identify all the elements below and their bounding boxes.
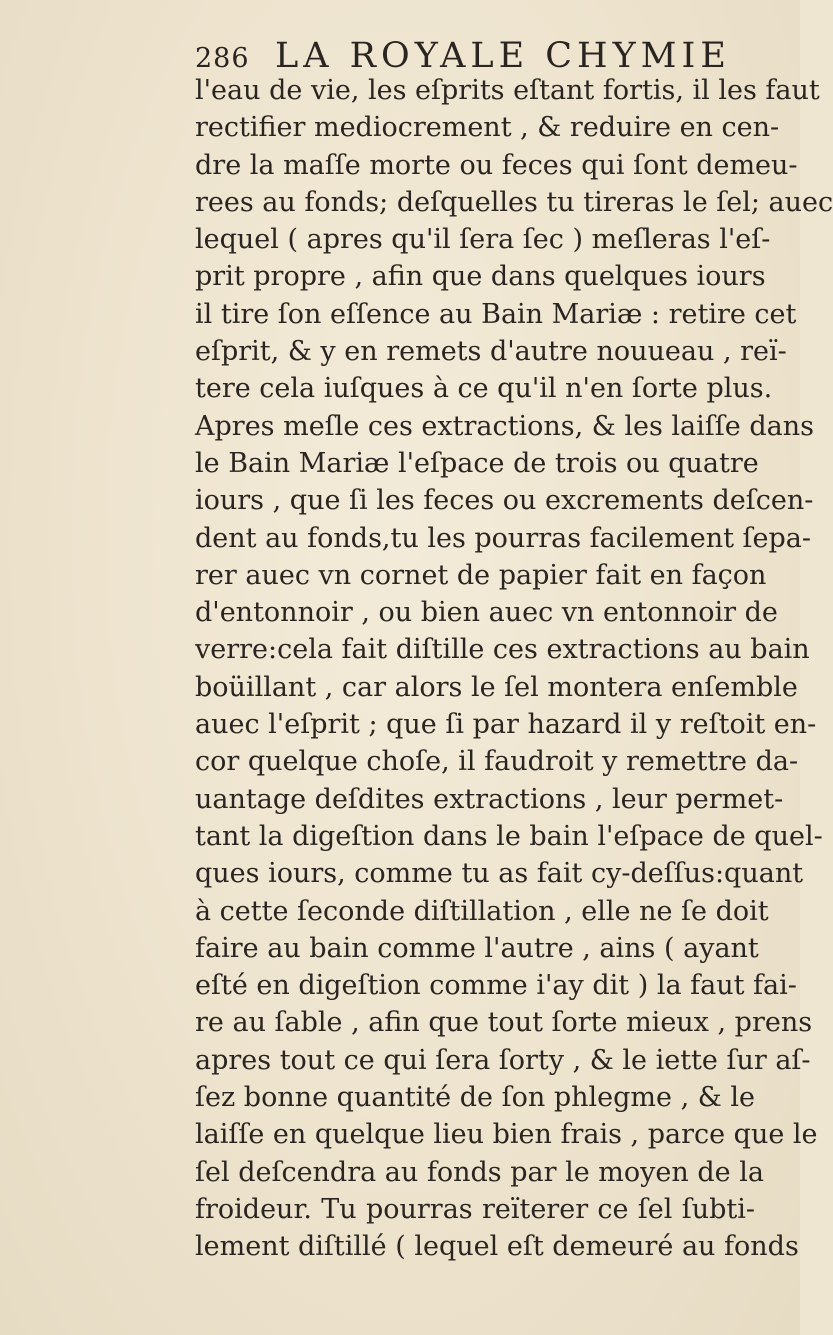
text-line: apres tout ce qui ſera ſorty , & le iette ſur aſ- xyxy=(195,1044,811,1076)
text-line: tant la digeſtion dans le bain l'eſpace de quel- xyxy=(195,820,823,852)
text-line: auec l'eſprit ; que ſi par hazard il y reſtoit en- xyxy=(195,709,817,741)
text-line: lequel ( apres qu'il ſera ſec ) meſleras l'eſ- xyxy=(195,224,771,256)
text-line: tere cela iuſques à ce qu'il n'en ſorte plus. xyxy=(195,373,773,405)
text-line: il tire ſon eſſence au Bain Mariæ : retire cet xyxy=(195,298,797,330)
page-number: 286 xyxy=(195,43,250,74)
text-line: froideur. Tu pourras reïterer ce ſel ſubti- xyxy=(195,1193,755,1225)
text-line: cor quelque choſe, il faudroit y remettre da- xyxy=(195,746,799,778)
text-line: d'entonnoir , ou bien auec vn entonnoir de xyxy=(195,597,778,629)
text-line: lement diſtillé ( lequel eſt demeuré au fonds xyxy=(195,1231,799,1263)
text-line: iours , que ſi les feces ou excrements deſcen- xyxy=(195,485,814,517)
text-line: rer auec vn cornet de papier fait en façon xyxy=(195,559,767,591)
body-text xyxy=(195,72,833,1266)
text-line: Apres meſle ces extractions, & les laiſſe dans xyxy=(195,410,814,442)
text-line: le Bain Mariæ l'eſpace de trois ou quatre xyxy=(195,447,759,479)
text-line: rees au fonds; deſquelles tu tireras le ſel; auec xyxy=(195,186,833,218)
text-line: dent au fonds,tu les pourras facilement ſepa- xyxy=(195,522,812,554)
text-line: l'eau de vie, les eſprits eſtant fortis, il les faut xyxy=(195,75,820,106)
text-line: prit propre , afin que dans quelques iours xyxy=(195,261,766,293)
text-line: eſprit, & y en remets d'autre nouueau , reï- xyxy=(195,336,787,368)
text-line: ſez bonne quantité de ſon phlegme , & le xyxy=(195,1082,755,1114)
page-header xyxy=(195,36,755,76)
text-line: uantage deſdites extractions , leur permet- xyxy=(195,783,784,815)
text-line: rectifier mediocrement , & reduire en cen- xyxy=(195,112,780,144)
text-line: re au ſable , afin que tout ſorte mieux , prens xyxy=(195,1007,813,1039)
text-line: verre:cela fait diſtille ces extractions au bain xyxy=(195,634,810,666)
running-title: LA ROYALE CHYMIE xyxy=(275,36,731,76)
text-line: eſté en digeſtion comme i'ay dit ) la faut fai- xyxy=(195,970,797,1002)
text-line: laiſſe en quelque lieu bien frais , parce que le xyxy=(195,1119,818,1151)
text-line: faire au bain comme l'autre , ains ( ayant xyxy=(195,932,759,964)
text-line: dre la maſſe morte ou feces qui ſont demeu- xyxy=(195,149,798,181)
text-line: à cette ſeconde diſtillation , elle ne ſe doit xyxy=(195,895,769,927)
text-line: ques iours, comme tu as fait cy-deſſus:quant xyxy=(195,858,804,890)
text-line: boüillant , car alors le ſel montera enſemble xyxy=(195,671,798,703)
text-line: ſel deſcendra au fonds par le moyen de la xyxy=(195,1156,764,1188)
